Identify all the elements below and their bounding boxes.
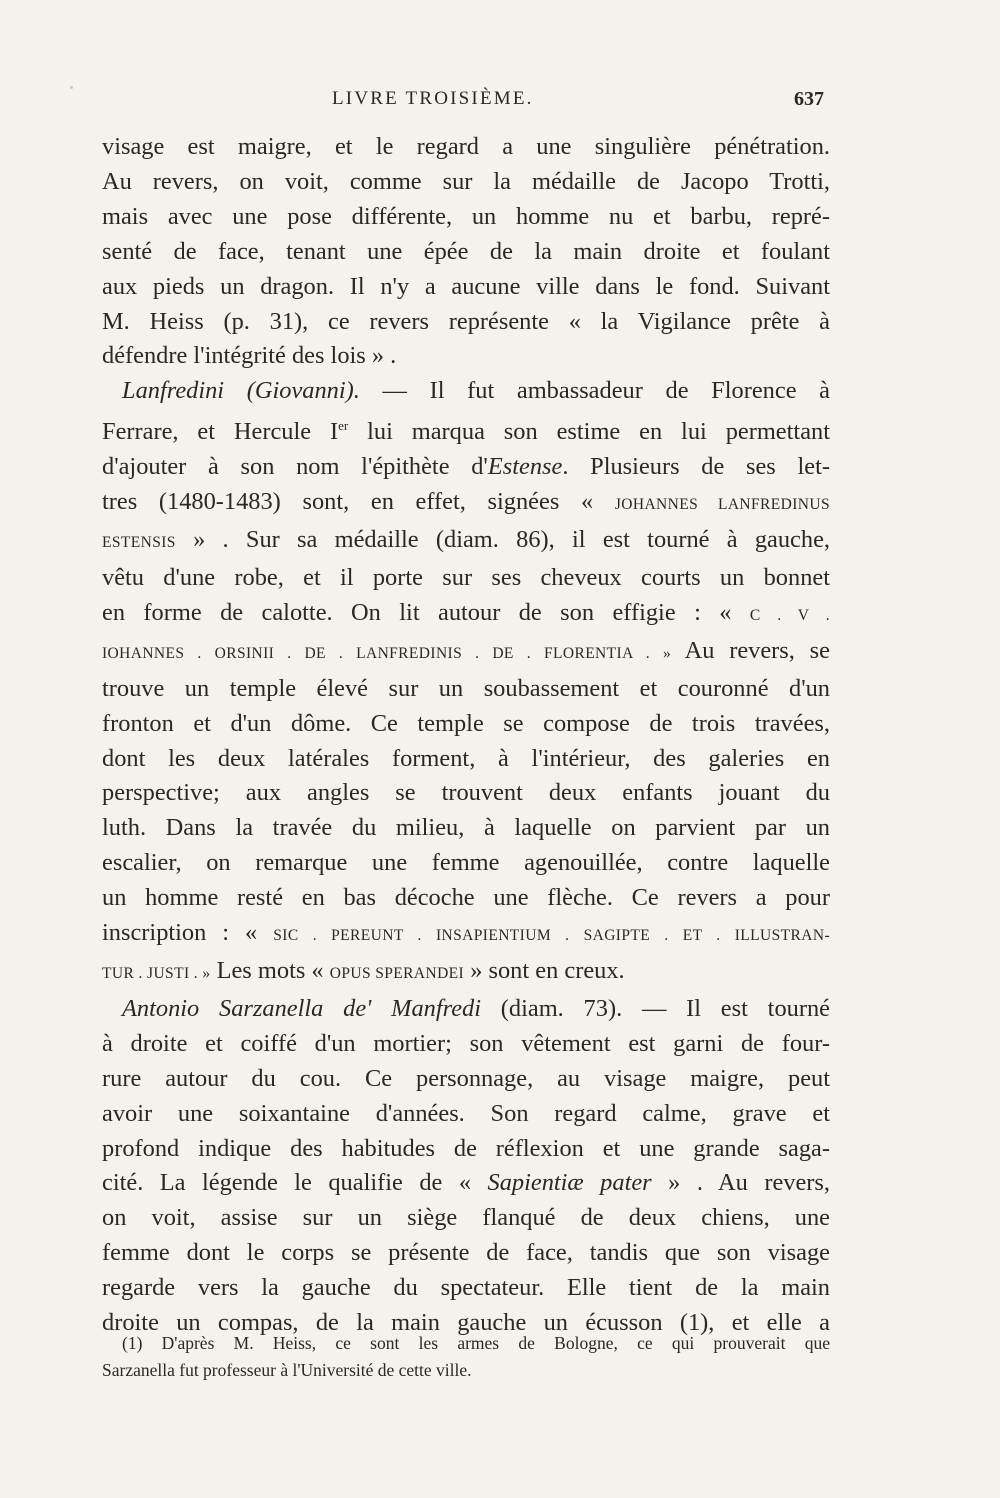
- text-line: luth. Dans la travée du milieu, à laquelle on parvient par un: [102, 814, 830, 842]
- text-line: ESTENSIS » . Sur sa médaille (diam. 86), il est tourné à gauche,: [102, 526, 830, 554]
- text-line: Antonio Sarzanella de' Manfredi (diam. 73). — Il est tourné: [122, 994, 830, 1022]
- text-line: mais avec une pose différente, un homme nu et barbu, repré-: [102, 202, 830, 230]
- footnote-line: Sarzanella fut professeur à l'Université de cette ville.: [102, 1360, 472, 1380]
- italic-word: Estense: [487, 453, 563, 481]
- text-line: rure autour du cou. Ce personnage, au visage maigre, peut: [102, 1064, 830, 1092]
- text-line: aux pieds un dragon. Il n'y a aucune ville dans le fond. Suivant: [102, 272, 830, 300]
- superscript: er: [338, 418, 349, 434]
- small-caps-inscription: ESTENSIS: [102, 534, 176, 552]
- text-line: inscription : « SIC . PEREUNT . INSAPIENTIUM . SAGIPTE . ET . ILLUSTRAN-: [102, 919, 831, 947]
- text-line: d'ajouter à son nom l'épithète d'Estense. Plusieurs de ses let-: [102, 453, 830, 481]
- small-caps-inscription: JOHANNES LANFREDINUS: [614, 496, 831, 514]
- text-line: vêtu d'une robe, et il porte sur ses cheveux courts un bonnet: [102, 564, 830, 591]
- text-line: visage est maigre, et le regard a une singulière pénétration.: [102, 133, 830, 160]
- text-line: droite un compas, de la main gauche un écusson (1), et elle a: [102, 1309, 830, 1337]
- text-line: à droite et coiffé d'un mortier; son vêtement est garni de four-: [102, 1029, 830, 1057]
- text-line: tres (1480-1483) sont, en effet, signées « JOHANNES LANFREDINUS: [102, 488, 831, 516]
- footnote-line: (1) D'après M. Heiss, ce sont les armes de Bologne, ce qui prouverait que: [122, 1333, 830, 1353]
- text-line: fronton et d'un dôme. Ce temple se compose de trois travées,: [102, 709, 830, 737]
- text-line: avoir une soixantaine d'années. Son regard calme, grave et: [102, 1099, 830, 1127]
- text-line: cité. La légende le qualifie de « Sapientiæ pater » . Au revers,: [102, 1169, 830, 1197]
- text-line: M. Heiss (p. 31), ce revers représente « la Vigilance prête à: [102, 307, 830, 335]
- text-line: défendre l'intégrité des lois » .: [102, 342, 397, 370]
- text-line: en forme de calotte. On lit autour de son effigie : « C . V .: [102, 598, 830, 626]
- text-line: trouve un temple élevé sur un soubassement et couronné d'un: [102, 674, 830, 702]
- text-line: Ferrare, et Hercule Ier lui marqua son estime en lui permettant: [102, 418, 830, 446]
- text-line: perspective; aux angles se trouvent deux enfants jouant du: [102, 779, 830, 807]
- small-caps-inscription: TUR . JUSTI . »: [102, 964, 211, 982]
- italic-name: Lanfredini (Giovanni).: [122, 377, 360, 405]
- text-line: on voit, assise sur un siège flanqué de deux chiens, une: [102, 1204, 830, 1232]
- text-line: un homme resté en bas décoche une flèche. Ce revers a pour: [102, 884, 830, 912]
- italic-name: Antonio Sarzanella de' Manfredi: [122, 994, 482, 1022]
- small-caps-inscription: C . V .: [749, 606, 830, 624]
- text-line: femme dont le corps se présente de face, tandis que son visage: [102, 1239, 830, 1267]
- body-text: [102, 130, 830, 1341]
- text-line: escalier, on remarque une femme agenouillée, contre laquelle: [102, 849, 830, 877]
- text-line: IOHANNES . ORSINII . DE . LANFREDINIS . DE . FLORENTIA . » Au revers, se: [102, 636, 830, 664]
- footnote: [102, 1330, 830, 1384]
- text-line: Au revers, on voit, comme sur la médaille de Jacopo Trotti,: [102, 167, 830, 195]
- text-line: senté de face, tenant une épée de la main droite et foulant: [102, 237, 830, 265]
- running-head: [0, 88, 1000, 118]
- text-line: dont les deux latérales forment, à l'intérieur, des galeries en: [102, 744, 830, 772]
- small-caps-inscription: SIC . PEREUNT . INSAPIENTIUM . SAGIPTE . ET . ILLUSTRAN-: [273, 927, 831, 945]
- italic-legend: Sapientiæ pater: [487, 1169, 652, 1197]
- small-caps-inscription: IOHANNES . ORSINII . DE . LANFREDINIS . DE . FLORENTIA . »: [102, 644, 672, 662]
- text-line: TUR . JUSTI . » Les mots « OPUS SPERANDEI » sont en creux.: [102, 956, 625, 984]
- text-line: Lanfredini (Giovanni). — Il fut ambassadeur de Florence à: [122, 377, 830, 405]
- page-number: 637: [794, 88, 824, 110]
- text-line: profond indique des habitudes de réflexion et une grande saga-: [102, 1134, 830, 1162]
- small-caps-inscription: OPUS SPERANDEI: [329, 964, 465, 982]
- text-line: regarde vers la gauche du spectateur. Elle tient de la main: [102, 1274, 830, 1302]
- running-title: LIVRE TROISIÈME.: [332, 88, 534, 109]
